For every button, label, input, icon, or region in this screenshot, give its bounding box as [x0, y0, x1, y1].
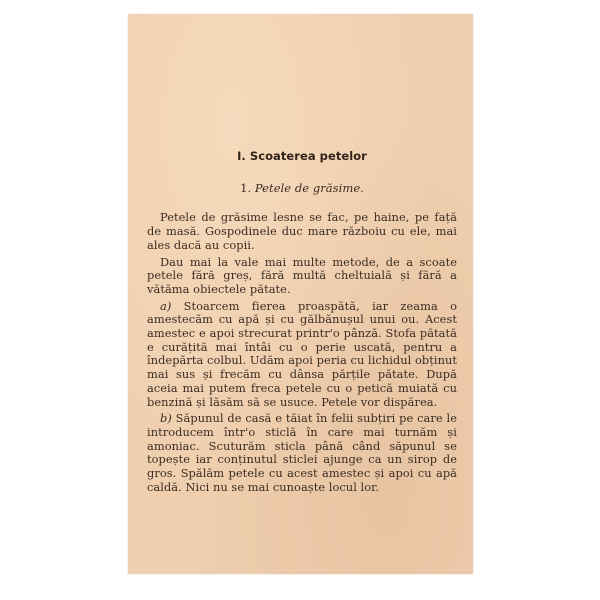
paragraph-text: Săpunul de casă e tăiat în felii subțiri pe care le introducem într'o sticlă în care mai turnăm și amoniac. Scuturăm sticla până când săpunul se topește iar conținutul sticlei ajunge ca un sirop de gros. Spălăm petele cu acest amestec și apoi cu apă caldă. Nici nu se mai cunoaște locul lor. [147, 411, 457, 494]
paragraph-text: Stoarcem fierea proaspătă, iar zeama o amestecăm cu apă și cu gălbănușul unui ou. Acest amestec e apoi strecurat printr'o pânză. Stofa pătată e curățită mai întâi cu o perie uscată, pentru a îndepărta colbul. Udăm apoi peria cu lichidul obținut mai sus și frecăm cu dânsa părțile pătate. După aceia mai putem freca petele cu o petică muiată cu benzină și lăsăm să se usuce. Petele vor dispărea. [147, 298, 457, 409]
section-name: Petele de grăsime. [254, 180, 364, 195]
page-content [147, 150, 457, 497]
chapter-title: I. Scoaterea petelor [237, 149, 367, 163]
paragraph-marker: a) [160, 298, 172, 313]
paragraph-text: Petele de grăsime lesne se fac, pe haine, pe față de masă. Gospodinele duc mare războiu cu ele, mai ales dacă au copii. [147, 210, 457, 252]
paragraph [147, 300, 457, 410]
section-number: 1. [240, 180, 252, 195]
paragraph [147, 211, 457, 252]
paragraph [147, 412, 457, 494]
paragraph-marker: b) [160, 411, 172, 426]
book-page [128, 14, 473, 574]
section-title [147, 182, 457, 196]
paragraph-text: Dau mai la vale mai multe metode, de a scoate petele fără greș, fără multă cheltuială și fără a vătăma obiectele pătate. [147, 254, 457, 296]
paragraph [147, 256, 457, 297]
